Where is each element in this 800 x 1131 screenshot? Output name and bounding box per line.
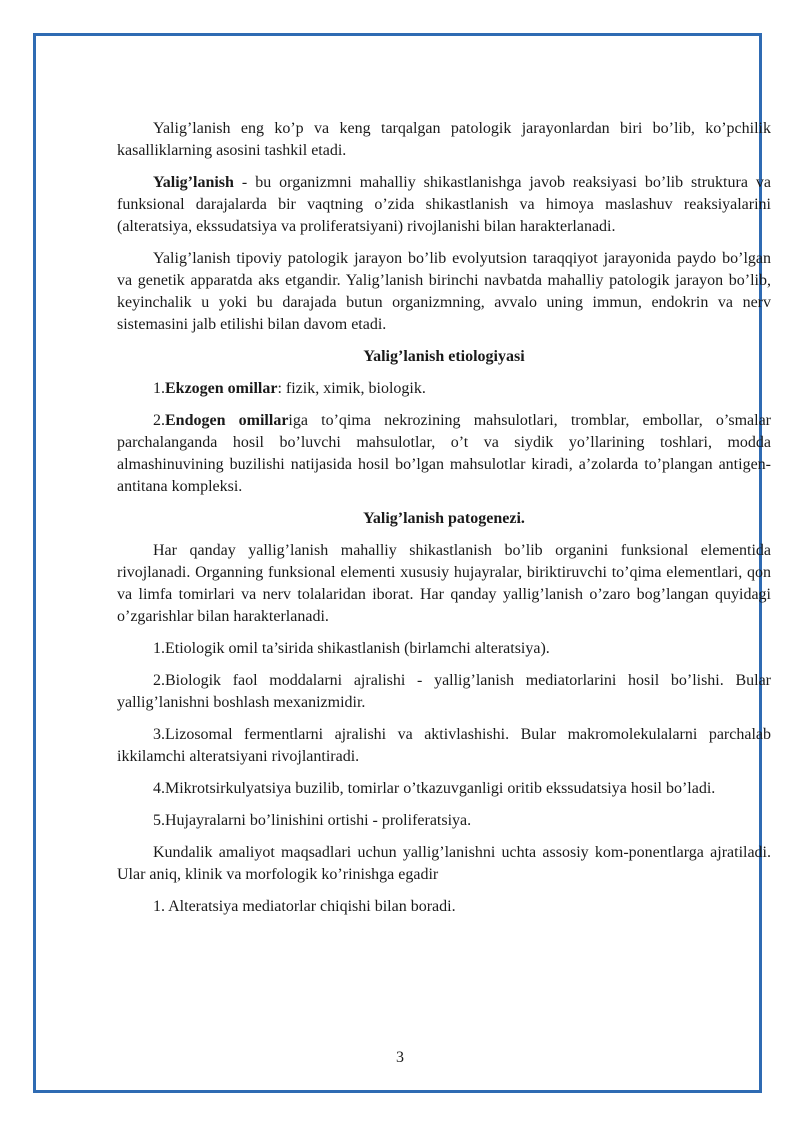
etiology-item-text: : fizik, ximik, biologik. bbox=[277, 380, 426, 397]
etiology-item-exogenous bbox=[117, 378, 771, 400]
list-item: 3.Lizosomal fermentlarni ajralishi va aktivlashishi. Bular makromolekulalarni parchalab ikkilamchi alteratsiyani rivojlantiradi. bbox=[117, 726, 771, 765]
definition-text: - bu organizmni mahalliy shikastlanishga javob reaksiyasi bo’lib struktura va funksional darajalarda bir vaqtning o’zida shikastlanish va himoya maslashuv reaksiyalarini (alteratsiya, ekssudatsiya va proliferatsiyani) rivojlanishi bilan harakterlanadi. bbox=[117, 174, 771, 235]
list-item: 2.Biologik faol moddalarni ajralishi - yallig’lanish mediatorlarini hosil bo’lishi. Bular yallig’lanishni boshlash mexanizmidir. bbox=[117, 672, 771, 711]
document-body bbox=[117, 118, 771, 928]
etiology-item-number: 1. bbox=[153, 380, 165, 397]
list-item: 5.Hujayralarni bo’linishini ortishi - proliferatsiya. bbox=[153, 812, 472, 829]
paragraph-intro: Yalig’lanish eng ko’p va keng tarqalgan patologik jarayonlardan biri bo’lib, ko’pchilik kasalliklarning asosini tashkil etadi. bbox=[117, 120, 771, 159]
list-item: 1.Etiologik omil ta’sirida shikastlanish (birlamchi alteratsiya). bbox=[153, 640, 550, 657]
definition-term: Yalig’lanish bbox=[153, 174, 234, 191]
etiology-item-term: Endogen omillar bbox=[165, 412, 289, 429]
etiology-item-term: Ekzogen omillar bbox=[165, 380, 278, 397]
etiology-item-text: iga to’qima nekrozining mahsulotlari, tromblar, embollar, o’smalar parchalanganda hosil bo’luvchi mahsulotlar, o’t va siydik yo’llarining toshlari, modda almashinuvining buzilishi natijasida hosil bo’lgan mahsulotlar kiradi, a’zolarda to’plangan antigen-antitana kompleksi. bbox=[117, 412, 771, 495]
etiology-item-endogenous bbox=[117, 410, 771, 498]
paragraph-components: Kundalik amaliyot maqsadlari uchun yallig’lanishni uchta assosiy kom-ponentlarga ajratiladi. Ular aniq, klinik va morfologik ko’rinishga egadir bbox=[117, 844, 771, 883]
etiology-item-number: 2. bbox=[153, 412, 165, 429]
paragraph-definition bbox=[117, 172, 771, 238]
paragraph-alteration: 1. Alteratsiya mediatorlar chiqishi bilan boradi. bbox=[153, 898, 456, 915]
page-number: 3 bbox=[396, 1049, 404, 1066]
list-item: 4.Mikrotsirkulyatsiya buzilib, tomirlar o’tkazuvganligi oritib ekssudatsiya hosil bo’ladi. bbox=[153, 780, 716, 797]
paragraph-pathogenesis: Har qanday yallig’lanish mahalliy shikastlanish bo’lib organini funksional elementida rivojlanadi. Organning funksional elementi xususiy hujayralar, biriktiruvchi to’qima elementlari, qon va limfa tomirlari va nerv tolalaridan iborat. Har qanday yallig’lanish o’zaro bog’langan quyidagi o’zgarishlar bilan harakterlanadi. bbox=[117, 542, 771, 625]
heading-etiology: Yalig’lanish etiologiyasi bbox=[363, 348, 525, 365]
heading-pathogenesis: Yalig’lanish patogenezi. bbox=[363, 510, 525, 527]
paragraph-typical-process: Yalig’lanish tipoviy patologik jarayon bo’lib evolyutsion taraqqiyot jarayonida paydo bo’lgan va genetik apparatda aks etgandir. Yalig’lanish birinchi navbatda mahalliy patologik jarayon bo’lib, keyinchalik u yoki bu darajada butun organizmning, avvalo uning immun, endokrin va nerv sistemasini jalb etilishi bilan davom etadi. bbox=[117, 250, 771, 333]
